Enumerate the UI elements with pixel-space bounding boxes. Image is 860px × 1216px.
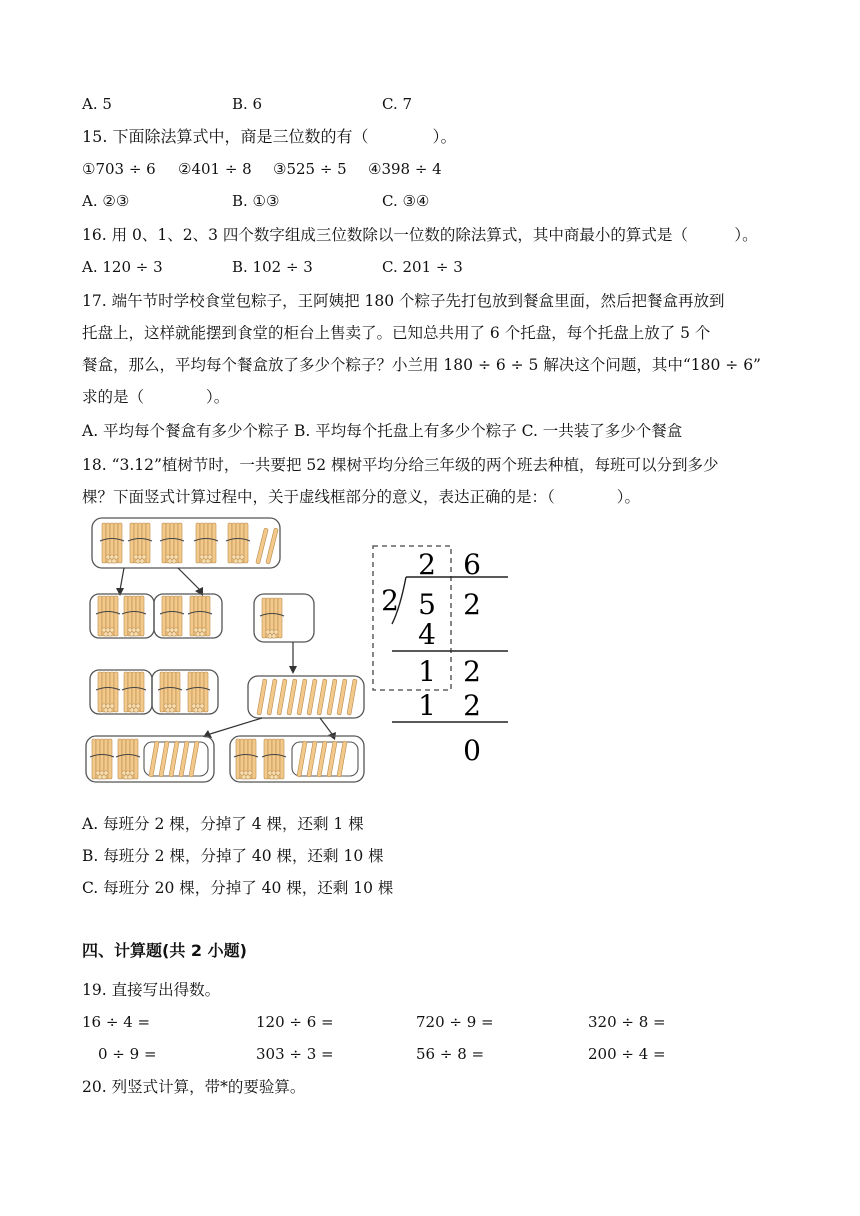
q18-option-a: A. 每班分 2 棵，分掉了 4 棵，还剩 1 棵 (82, 815, 364, 833)
q15-option-a: A. ②③ (82, 192, 130, 210)
dashed-highlight-box (373, 546, 451, 690)
q19-calc-5: 0 ÷ 9 = (98, 1045, 157, 1063)
q18-option-b: B. 每班分 2 棵，分掉了 40 棵，还剩 10 棵 (82, 847, 384, 865)
q19-calc-3: 720 ÷ 9 = (416, 1013, 494, 1031)
remainder-ones: 2 (463, 655, 481, 688)
q15-stem: 15. 下面除法算式中，商是三位数的有（ ）。 (82, 127, 457, 146)
dividend-tens: 5 (418, 588, 436, 621)
q18-option-c: C. 每班分 20 棵，分掉了 40 棵，还剩 10 棵 (82, 879, 394, 897)
q15-item-3: ③525 ÷ 5 (273, 160, 347, 178)
q17-options: A. 平均每个餐盒有多少个粽子 B. 平均每个托盘上有多少个粽子 C. 一共装了多少个餐盒 (82, 422, 683, 440)
q19-calc-4: 320 ÷ 8 = (588, 1013, 666, 1031)
q15-item-2: ②401 ÷ 8 (178, 160, 252, 178)
q17-line-1: 17. 端午节时学校食堂包粽子，王阿姨把 180 个粽子先打包放到餐盒里面，然后把餐盒再放到 (82, 292, 725, 310)
q17-line-4: 求的是（ ）。 (82, 388, 230, 406)
q18-line-1: 18. “3.12”植树节时，一共要把 52 棵树平均分给三年级的两个班去种植，每班可以分到多少 (82, 456, 719, 474)
q15-option-b: B. ①③ (232, 192, 280, 210)
step2-tens: 1 (418, 689, 436, 722)
q14-option-a: A. 5 (82, 95, 112, 113)
q15-item-4: ④398 ÷ 4 (368, 160, 442, 178)
q19-calc-2: 120 ÷ 6 = (256, 1013, 334, 1031)
final-remainder: 0 (463, 734, 481, 767)
q19-stem: 19. 直接写出得数。 (82, 981, 221, 999)
q17-line-3: 餐盒，那么，平均每个餐盒放了多少个粽子？小兰用 180 ÷ 6 ÷ 5 解决这个问题，其中“180 ÷ 6” (82, 356, 761, 374)
quotient-ones: 6 (463, 548, 481, 581)
q20-stem: 20. 列竖式计算，带*的要验算。 (82, 1078, 306, 1096)
remainder-tens: 1 (418, 655, 436, 688)
q17-line-2: 托盘上，这样就能摆到食堂的柜台上售卖了。已知总共用了 6 个托盘，每个托盘上放了 5 个 (82, 324, 711, 342)
section-title: 四、计算题(共 2 小题) (82, 941, 247, 960)
divisor: 2 (381, 584, 399, 617)
q19-calc-1: 16 ÷ 4 = (82, 1013, 151, 1031)
q14-option-c: C. 7 (382, 95, 413, 113)
q15-item-1: ①703 ÷ 6 (82, 160, 156, 178)
q19-calc-8: 200 ÷ 4 = (588, 1045, 666, 1063)
quotient-tens: 2 (418, 548, 436, 581)
q16-option-b: B. 102 ÷ 3 (232, 258, 313, 276)
q16-option-c: C. 201 ÷ 3 (382, 258, 463, 276)
q19-calc-6: 303 ÷ 3 = (256, 1045, 334, 1063)
dividend-ones: 2 (463, 588, 481, 621)
q14-option-b: B. 6 (232, 95, 263, 113)
q19-calc-7: 56 ÷ 8 = (416, 1045, 485, 1063)
long-division (370, 538, 520, 778)
q15-option-c: C. ③④ (382, 192, 430, 210)
step1-product: 4 (418, 618, 436, 651)
q16-option-a: A. 120 ÷ 3 (82, 258, 163, 276)
sticks-illustration (82, 512, 372, 788)
step2-ones: 2 (463, 689, 481, 722)
q18-line-2: 棵？下面竖式计算过程中，关于虚线框部分的意义，表达正确的是：（ ）。 (82, 488, 641, 506)
q16-stem: 16. 用 0、1、2、3 四个数字组成三位数除以一位数的除法算式，其中商最小的算式是（ ）。 (82, 226, 758, 244)
